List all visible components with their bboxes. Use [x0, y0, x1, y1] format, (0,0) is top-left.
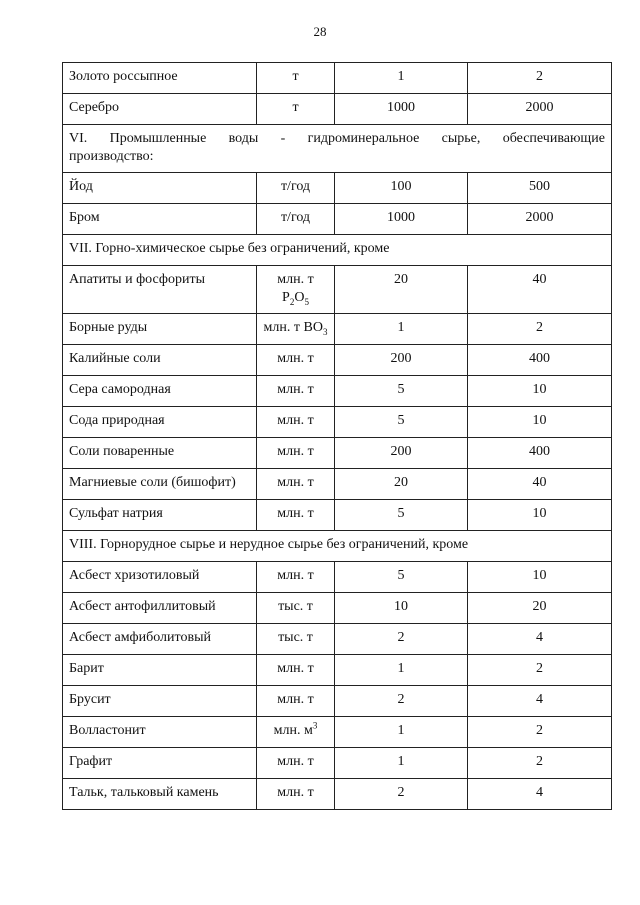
value-cell-2: 400 — [468, 345, 612, 376]
value-cell-1: 1000 — [335, 204, 468, 235]
section-heading-word: - — [280, 131, 286, 146]
resource-name: Апатиты и фосфориты — [63, 266, 257, 314]
resource-name: Серебро — [63, 94, 257, 125]
value-cell-2: 4 — [468, 779, 612, 810]
resource-name: Сода природная — [63, 407, 257, 438]
value-cell-2: 500 — [468, 173, 612, 204]
resource-row — [63, 94, 612, 125]
value-cell-1: 20 — [335, 469, 468, 500]
resource-name: Барит — [63, 655, 257, 686]
resource-name: Волластонит — [63, 717, 257, 748]
unit-cell: т/год — [257, 204, 335, 235]
unit-cell: млн. $м^3$ — [257, 717, 335, 748]
value-cell-1: 200 — [335, 438, 468, 469]
section-heading — [63, 125, 612, 173]
unit-cell: т — [257, 63, 335, 94]
resource-name: Асбест амфиболитовый — [63, 624, 257, 655]
value-cell-1: 1 — [335, 655, 468, 686]
value-cell-2: 10 — [468, 376, 612, 407]
value-cell-2: 2 — [468, 63, 612, 94]
resource-row — [63, 266, 612, 314]
section-heading-word: Промышленные — [109, 131, 207, 146]
unit-cell: млн. т — [257, 500, 335, 531]
value-cell-1: 20 — [335, 266, 468, 314]
resource-name: Брусит — [63, 686, 257, 717]
value-cell-1: 5 — [335, 407, 468, 438]
unit-cell: млн. т — [257, 438, 335, 469]
unit-cell: млн. т — [257, 562, 335, 593]
resource-name: Тальк, тальковый камень — [63, 779, 257, 810]
resource-row — [63, 624, 612, 655]
resource-table-body — [63, 63, 612, 810]
unit-cell: млн. т $BO_3$ — [257, 314, 335, 345]
resource-row — [63, 407, 612, 438]
section-heading-line — [69, 130, 605, 148]
value-cell-1: 2 — [335, 779, 468, 810]
value-cell-1: 1 — [335, 63, 468, 94]
section-heading-line: производство: — [69, 149, 154, 164]
value-cell-1: 1 — [335, 717, 468, 748]
section-heading-word: обеспечивающие — [502, 131, 605, 146]
resource-name: Калийные соли — [63, 345, 257, 376]
resource-row — [63, 562, 612, 593]
value-cell-2: 2000 — [468, 204, 612, 235]
value-cell-1: 2 — [335, 686, 468, 717]
resource-name: Борные руды — [63, 314, 257, 345]
value-cell-2: 2 — [468, 314, 612, 345]
section-heading: VII. Горно-химическое сырье без ограничений, кроме — [63, 235, 612, 266]
value-cell-2: 10 — [468, 407, 612, 438]
resource-row — [63, 717, 612, 748]
resource-table — [62, 62, 612, 810]
section-heading-word: гидроминеральное — [307, 131, 420, 146]
resource-row — [63, 500, 612, 531]
value-cell-2: 2000 — [468, 94, 612, 125]
resource-name: Асбест хризотиловый — [63, 562, 257, 593]
resource-row — [63, 345, 612, 376]
value-cell-1: 1000 — [335, 94, 468, 125]
resource-row — [63, 593, 612, 624]
resource-row — [63, 655, 612, 686]
value-cell-2: 40 — [468, 266, 612, 314]
value-cell-2: 4 — [468, 624, 612, 655]
unit-cell: млн. т — [257, 748, 335, 779]
section-row — [63, 235, 612, 266]
value-cell-2: 40 — [468, 469, 612, 500]
resource-row — [63, 779, 612, 810]
value-cell-1: 1 — [335, 748, 468, 779]
resource-name: Соли поваренные — [63, 438, 257, 469]
value-cell-1: 2 — [335, 624, 468, 655]
unit-cell: т/год — [257, 173, 335, 204]
resource-row — [63, 173, 612, 204]
section-heading: VIII. Горнорудное сырье и нерудное сырье без ограничений, кроме — [63, 531, 612, 562]
unit-cell: млн. т — [257, 407, 335, 438]
value-cell-2: 2 — [468, 655, 612, 686]
resource-name: Бром — [63, 204, 257, 235]
value-cell-2: 10 — [468, 500, 612, 531]
unit-cell: тыс. т — [257, 593, 335, 624]
resource-name: Сульфат натрия — [63, 500, 257, 531]
unit-cell: млн. т — [257, 686, 335, 717]
resource-row — [63, 438, 612, 469]
resource-row — [63, 314, 612, 345]
resource-name: Графит — [63, 748, 257, 779]
resource-row — [63, 63, 612, 94]
resource-row — [63, 204, 612, 235]
resource-row — [63, 376, 612, 407]
value-cell-1: 1 — [335, 314, 468, 345]
value-cell-1: 5 — [335, 562, 468, 593]
section-heading-word: VI. — [69, 131, 88, 146]
value-cell-2: 4 — [468, 686, 612, 717]
section-row — [63, 531, 612, 562]
value-cell-2: 2 — [468, 748, 612, 779]
resource-row — [63, 748, 612, 779]
section-heading-word: сырье, — [441, 131, 481, 146]
value-cell-2: 10 — [468, 562, 612, 593]
unit-cell: млн. т — [257, 376, 335, 407]
value-cell-1: 100 — [335, 173, 468, 204]
resource-name: Золото россыпное — [63, 63, 257, 94]
unit-cell: млн. т $P_2O_5$ — [257, 266, 335, 314]
unit-cell: млн. т — [257, 779, 335, 810]
section-row — [63, 125, 612, 173]
resource-name: Асбест антофиллитовый — [63, 593, 257, 624]
unit-cell: т — [257, 94, 335, 125]
unit-cell: млн. т — [257, 345, 335, 376]
value-cell-1: 10 — [335, 593, 468, 624]
resource-name: Магниевые соли (бишофит) — [63, 469, 257, 500]
value-cell-2: 400 — [468, 438, 612, 469]
value-cell-2: 2 — [468, 717, 612, 748]
section-heading-word: воды — [228, 131, 259, 146]
value-cell-1: 5 — [335, 500, 468, 531]
value-cell-1: 200 — [335, 345, 468, 376]
unit-cell: млн. т — [257, 469, 335, 500]
resource-row — [63, 469, 612, 500]
page-number: 28 — [313, 24, 327, 39]
unit-cell: тыс. т — [257, 624, 335, 655]
resource-name: Сера самородная — [63, 376, 257, 407]
value-cell-2: 20 — [468, 593, 612, 624]
value-cell-1: 5 — [335, 376, 468, 407]
resource-row — [63, 686, 612, 717]
resource-name: Йод — [63, 173, 257, 204]
unit-cell: млн. т — [257, 655, 335, 686]
